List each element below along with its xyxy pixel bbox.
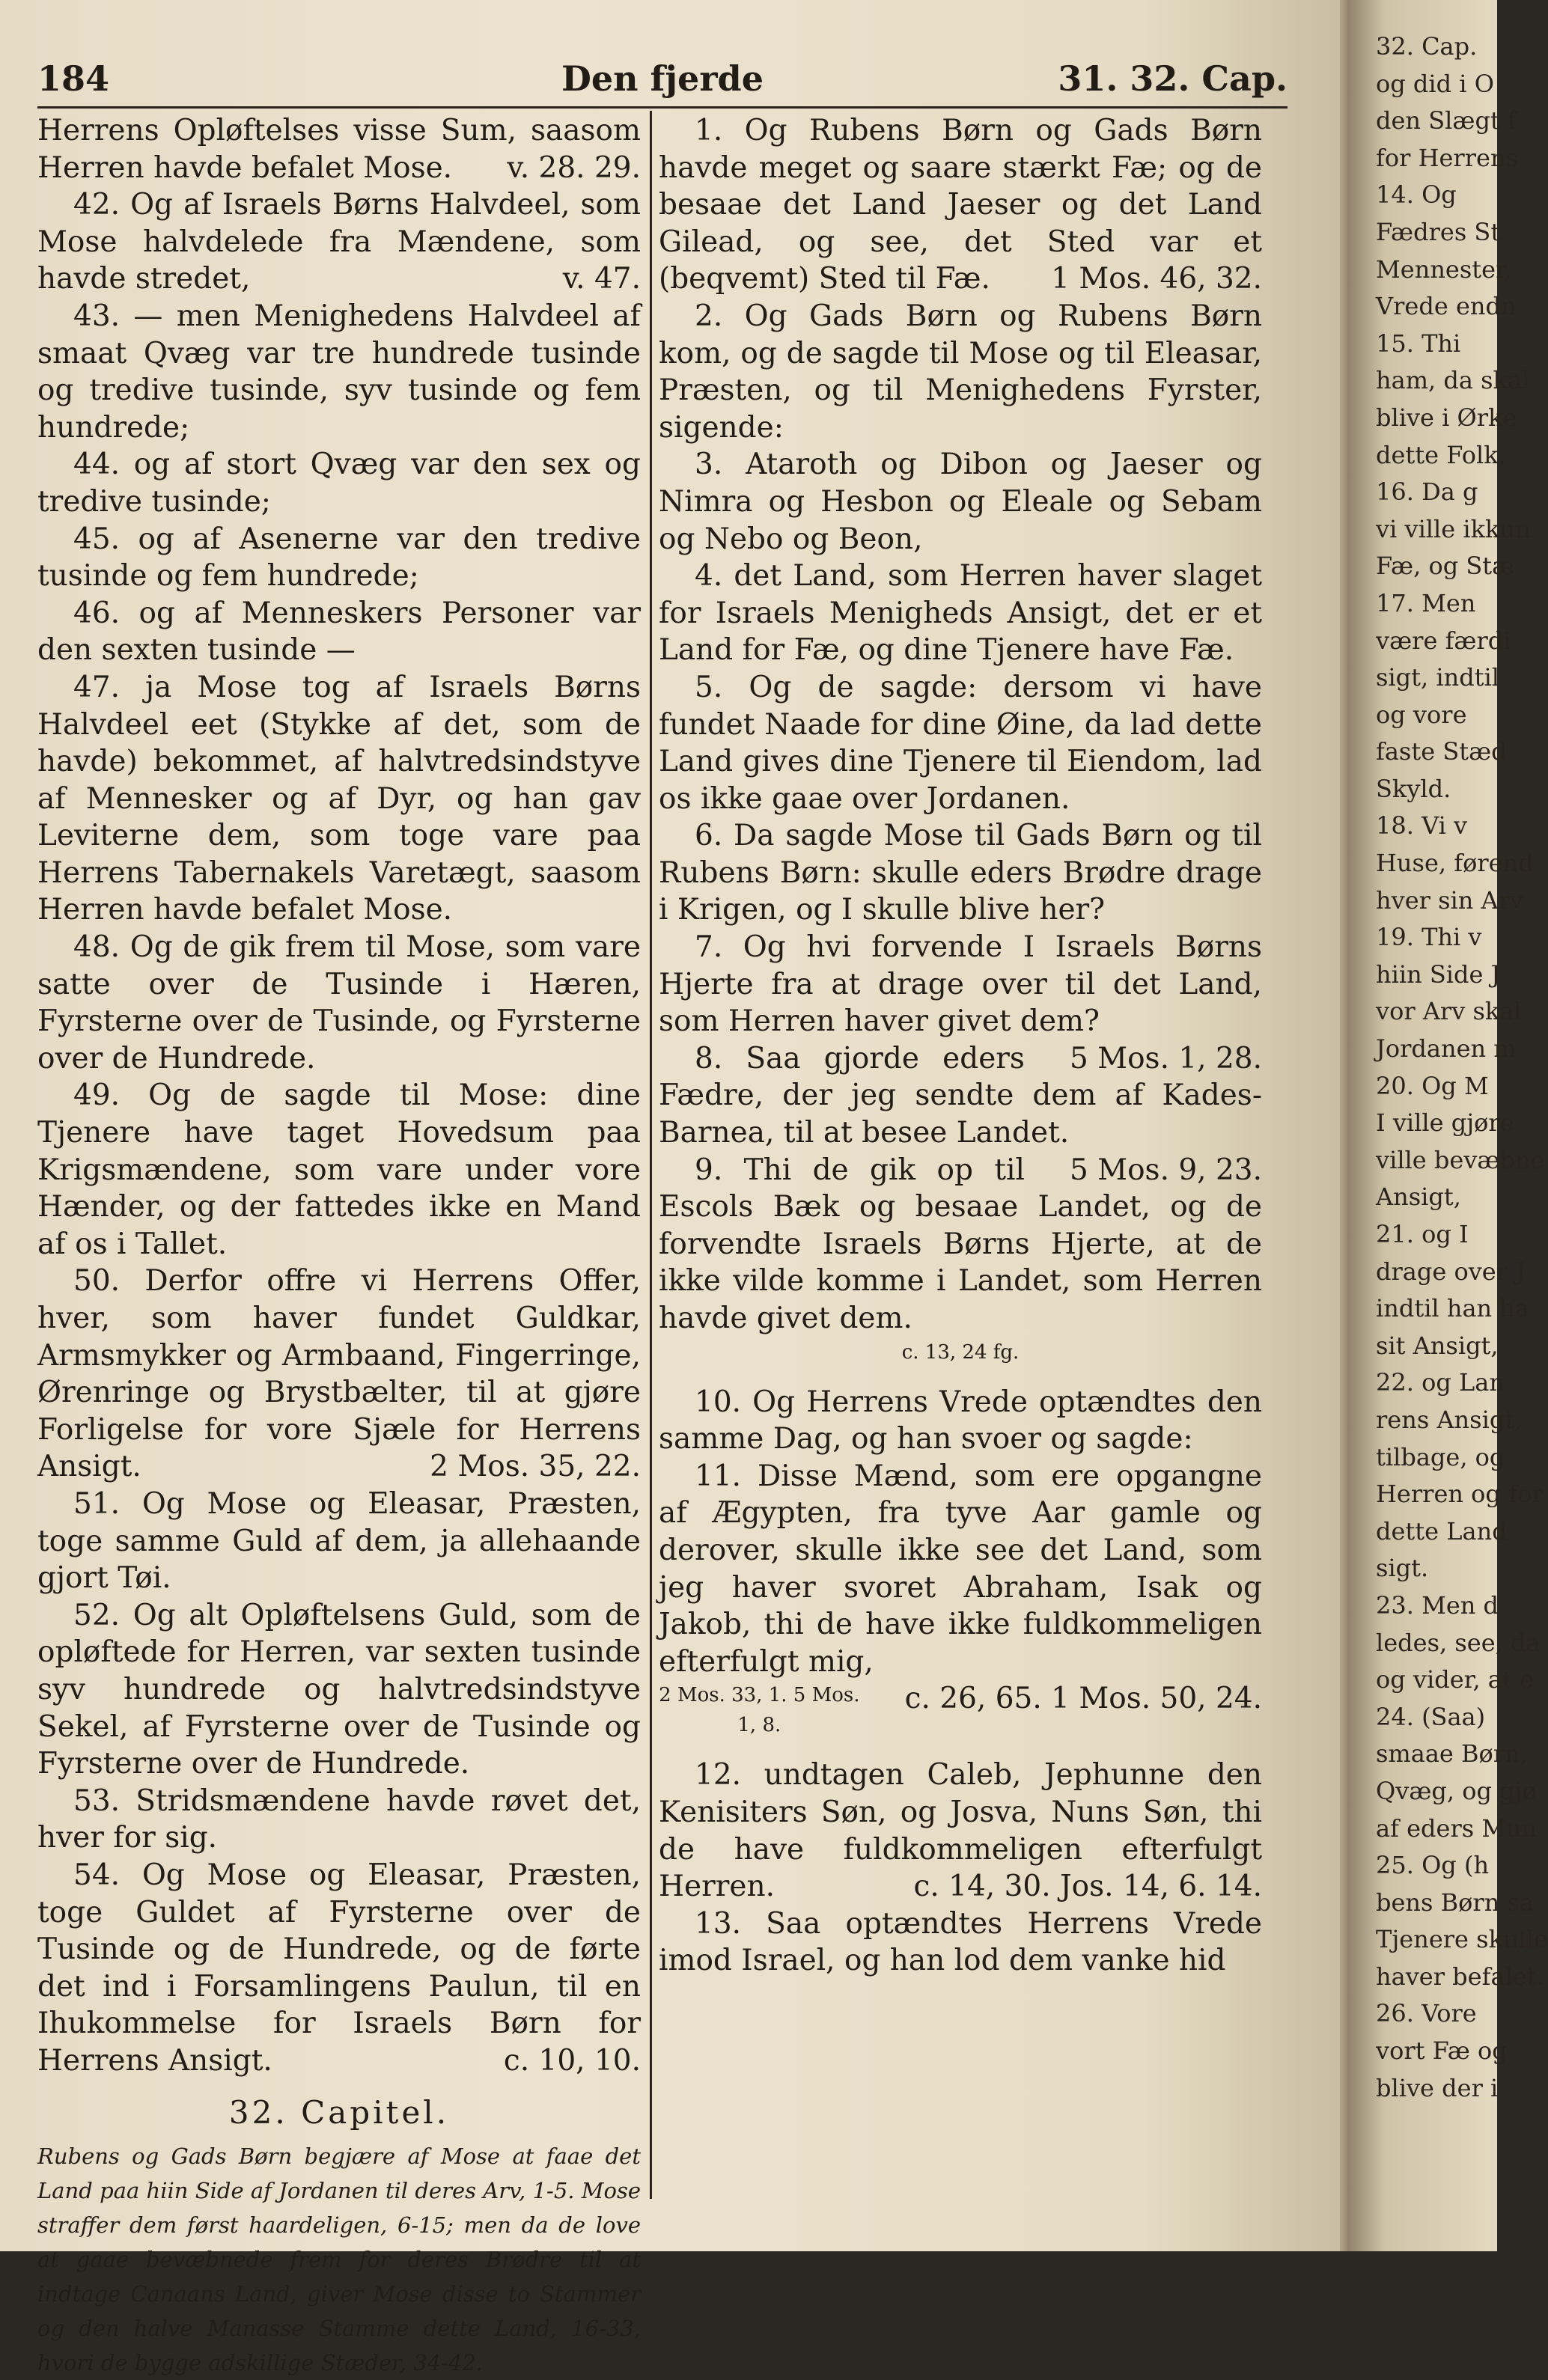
adjacent-page-line: Ansigt, bbox=[1376, 1183, 1461, 1212]
verse bbox=[37, 929, 641, 1077]
verse-text: 11. Disse Mænd, som ere opgangne af Ægypten, fra tyve Aar gamle og derover, skulle ikke see det Land, som jeg haver svoret Abraham, Isak og Jakob, thi de have ikke fuldkommeligen efterfulgt mig, bbox=[659, 1459, 1262, 1679]
adjacent-page-line: vi ville ikkun bbox=[1376, 514, 1531, 543]
verse bbox=[37, 669, 641, 929]
adjacent-page-line: 23. Men d bbox=[1376, 1590, 1499, 1620]
adjacent-page-line: ville bevæbne bbox=[1376, 1145, 1545, 1174]
cross-reference: 2 Mos. 33, 1. 5 Mos. 1, 8. bbox=[659, 1684, 860, 1737]
verse-text: 51. Og Mose og Eleasar, Præsten, toge samme Guld af dem, ja allehaande gjort Tøi. bbox=[37, 1486, 641, 1596]
adjacent-page-line: 15. Thi bbox=[1376, 329, 1461, 358]
adjacent-page-line: 25. Og (h bbox=[1376, 1851, 1490, 1880]
adjacent-page-line: ham, da skal bbox=[1376, 366, 1530, 395]
verse bbox=[659, 669, 1262, 817]
verse bbox=[659, 558, 1262, 669]
verse bbox=[37, 298, 641, 446]
verse bbox=[37, 595, 641, 669]
verse-text: 53. Stridsmændene havde røvet det, hver for sig. bbox=[37, 1784, 641, 1855]
verse-text: 13. Saa optændtes Herrens Vrede imod Israel, og han lod dem vanke hid bbox=[659, 1906, 1262, 1978]
verse-text: 3. Ataroth og Dibon og Jaeser og Nimra og Hesbon og Eleale og Sebam og Nebo og Beon, bbox=[659, 448, 1262, 556]
adjacent-page-line: Qvæg, og gjø bbox=[1376, 1776, 1537, 1805]
adjacent-page-line: Mennester, bbox=[1376, 254, 1513, 284]
adjacent-page-line: faste Stæd bbox=[1376, 737, 1507, 766]
adjacent-page-line: tilbage, og bbox=[1376, 1442, 1505, 1471]
verse-text: 9. Thi de gik op til Escols Bæk og besaae Landet, og de forvendte Israels Børns Hjerte, at de ikke vilde komme i Landet, som Herren havde givet dem. bbox=[659, 1153, 1262, 1335]
verse bbox=[659, 1757, 1262, 1905]
verse-text: 52. Og alt Opløftelsens Guld, som de opløftede for Herren, var sexten tusinde syv hundrede og halvtredsindstyve Sekel, af Fyrsterne over de Tusinde og Fyrsterne over de Hundrede. bbox=[37, 1598, 641, 1781]
adjacent-page-line: Skyld. bbox=[1376, 774, 1451, 803]
adjacent-page-line: og vider, at e bbox=[1376, 1665, 1534, 1694]
verse-text: 54. Og Mose og Eleasar, Præsten, toge Guldet af Fyrsterne over de Tusinde og de Hundrede, og de førte det ind i Forsamlingens Paulun, til en Ihukommelse for Israels Børn for Herrens Ansigt. bbox=[37, 1858, 641, 2078]
chapter-heading: 32. Capitel. bbox=[228, 2094, 450, 2132]
verse-cross-reference: 1 Mos. 46, 32. bbox=[1051, 262, 1262, 296]
verse-text: 12. undtagen Caleb, Jephunne den Kenisiters Søn, og Josva, Nuns Søn, thi de have fuldkommeligen efterfulgt Herren. bbox=[659, 1758, 1262, 1904]
adjacent-page-line: rens Ansigt, bbox=[1376, 1405, 1523, 1434]
adjacent-page-line: ledes, see, da bbox=[1376, 1628, 1541, 1657]
column-divider bbox=[650, 111, 652, 2199]
adjacent-page-line: dette Folk. bbox=[1376, 440, 1506, 469]
verse bbox=[659, 817, 1262, 929]
adjacent-page-line: sigt. bbox=[1376, 1554, 1429, 1583]
adjacent-page-line: Tjenere skulle bbox=[1376, 1925, 1548, 1954]
adjacent-page-line: Huse, førend bbox=[1376, 849, 1534, 878]
verse-text: 4. det Land, som Herren haver slaget for Israels Menigheds Ansigt, det er et Land for Fæ, og dine Tjenere have Fæ. bbox=[659, 559, 1262, 668]
verse bbox=[37, 521, 641, 595]
adjacent-page-line: 20. Og M bbox=[1376, 1071, 1489, 1100]
adjacent-page-line: Jordanen m bbox=[1376, 1034, 1517, 1064]
adjacent-page-line: 24. (Saa) bbox=[1376, 1702, 1486, 1731]
verse-cross-reference: 5 Mos. 1, 28. bbox=[1069, 1041, 1262, 1075]
adjacent-page-line: 26. Vore bbox=[1376, 1999, 1477, 2028]
adjacent-page-line: Herren og for bbox=[1376, 1480, 1544, 1509]
adjacent-page-line: indtil han ha bbox=[1376, 1294, 1529, 1323]
verse bbox=[37, 1077, 641, 1263]
adjacent-page-line: Fædres St bbox=[1376, 217, 1501, 246]
verse bbox=[37, 1486, 641, 1597]
adjacent-page-line: 17. Men bbox=[1376, 588, 1476, 617]
book-title: Den fjerde bbox=[561, 58, 764, 99]
verse-text: 47. ja Mose tog af Israels Børns Halvdeel eet (Stykke af det, som de havde) bekommet, af halvtredsindstyve af Mennesker og af Dyr, og han gav Leviterne dem, som toge vare paa Herrens Tabernakels Varetægt, saasom Herren havde befalet Mose. bbox=[37, 670, 641, 927]
adjacent-page-line: 21. og I bbox=[1376, 1220, 1469, 1248]
adjacent-page-line: dette Land bbox=[1376, 1516, 1508, 1546]
adjacent-page-line: drage over J bbox=[1376, 1257, 1526, 1286]
right-column bbox=[659, 112, 1262, 1980]
verse-text: 2. Og Gads Børn og Rubens Børn kom, og de sagde til Mose og til Eleasar, Præsten, og til Menighedens Fyrster, sigende: bbox=[659, 299, 1262, 445]
adjacent-page-line: for Herrens bbox=[1376, 143, 1518, 172]
page-number: 184 bbox=[37, 58, 110, 99]
chapter-summary: Rubens og Gads Børn begjære af Mose at faae det Land paa hiin Side af Jordanen til deres Arv, 1-5. Mose straffer dem først haardeligen, 6-15; men da de love at gaae bevæbnede frem for deres Brødre til at indtage Canaans Land, giver Mose disse to Stammer og den halve Manasse Stamme dette Land, 16-33, hvori de bygge adskillige Stæder, 34-42. bbox=[37, 2143, 641, 2376]
verse-cross-reference: c. 14, 30. Jos. 14, 6. 14. bbox=[913, 1870, 1262, 1904]
verse-text: 6. Da sagde Mose til Gads Børn og til Rubens Børn: skulle eders Brødre drage i Krigen, og I skulle blive her? bbox=[659, 819, 1262, 927]
verse-cross-reference: 5 Mos. 9, 23. bbox=[1069, 1153, 1262, 1187]
adjacent-page-line: vort Fæ og bbox=[1376, 2036, 1508, 2066]
verse bbox=[37, 186, 641, 298]
verse bbox=[37, 112, 641, 186]
verse-text: 44. og af stort Qvæg var den sex og tredive tusinde; bbox=[37, 448, 641, 519]
adjacent-page-line: 14. Og bbox=[1376, 180, 1457, 210]
verse bbox=[659, 112, 1262, 298]
adjacent-page-line: I ville gjøre bbox=[1376, 1108, 1514, 1138]
verse-text: 43. — men Menighedens Halvdeel af smaat Qvæg var tre hundrede tusinde og tredive tusinde, syv tusinde og fem hundrede; bbox=[37, 299, 641, 445]
verse-cross-reference: c. 10, 10. bbox=[503, 2043, 641, 2078]
adjacent-page-line: den Slægt f bbox=[1376, 106, 1517, 135]
verse bbox=[37, 1783, 641, 1857]
verse bbox=[37, 446, 641, 520]
adjacent-page-line: hiin Side J bbox=[1376, 959, 1501, 989]
verse bbox=[37, 1857, 641, 2080]
adjacent-page bbox=[1347, 0, 1548, 2251]
verse-cross-reference: 2 Mos. 35, 22. bbox=[430, 1450, 641, 1484]
verse-text: 1. Og Rubens Børn og Gads Børn havde meget og saare stærkt Fæ; og de besaae det Land Jaeser og det Land Gilead, og see, det Sted var et (beqvemt) Sted til Fæ. bbox=[659, 114, 1262, 296]
verse-text: 48. Og de gik frem til Mose, som vare satte over de Tusinde i Hæren, Fyrsterne over de Tusinde, og Fyrsterne over de Hundrede. bbox=[37, 930, 641, 1075]
adjacent-page-line: Fæ, og Stæ bbox=[1376, 552, 1515, 581]
header-rule bbox=[37, 106, 1288, 109]
verse bbox=[659, 298, 1262, 446]
adjacent-page-line: og did i O bbox=[1376, 69, 1494, 98]
adjacent-page-line: 22. og Lan bbox=[1376, 1368, 1505, 1397]
verse-text: 49. Og de sagde til Mose: dine Tjenere have taget Hovedsum paa Krigsmændene, som vare under vore Hænder, og der fattedes ikke en Mand af os i Tallet. bbox=[37, 1078, 641, 1261]
adjacent-page-line: Vrede endn bbox=[1376, 292, 1517, 321]
adjacent-page-line: sit Ansigt, bbox=[1376, 1331, 1499, 1360]
adjacent-page-line: haver befalet. bbox=[1376, 1962, 1544, 1991]
adjacent-page-line: 32. Cap. bbox=[1376, 32, 1478, 61]
adjacent-page-line: 19. Thi v bbox=[1376, 923, 1482, 952]
adjacent-page-line: blive i Ørke bbox=[1376, 403, 1517, 432]
adjacent-page-line: og vore bbox=[1376, 700, 1467, 729]
verse-text: 50. Derfor offre vi Herrens Offer, hver, som haver fundet Guldkar, Armsmykker og Armbaand, Fingerringe, Ørenringe og Brystbælter, til at gjøre Forligelse for vore Sjæle for Herrens Ansigt. bbox=[37, 1264, 641, 1484]
adjacent-page-line: smaae Børn, bbox=[1376, 1739, 1528, 1769]
adjacent-page-line: blive der i bbox=[1376, 2073, 1499, 2102]
adjacent-page-line: vor Arv skal bbox=[1376, 997, 1522, 1026]
adjacent-page-line: hver sin Arv bbox=[1376, 885, 1524, 915]
left-column bbox=[37, 112, 641, 2380]
verse bbox=[37, 1263, 641, 1486]
verse-cross-reference: c. 26, 65. 1 Mos. 50, 24. bbox=[904, 1682, 1262, 1716]
verse-text: 42. Og af Israels Børns Halvdeel, som Mose halvdelede fra Mændene, som havde stredet, bbox=[37, 188, 641, 296]
verse bbox=[659, 1905, 1262, 1980]
adjacent-page-line: være færdi bbox=[1376, 626, 1511, 655]
adjacent-page-line: bens Børn sa bbox=[1376, 1888, 1534, 1917]
verse-cross-reference: v. 28. 29. bbox=[507, 150, 641, 185]
page-header bbox=[37, 58, 1288, 103]
verse-text: 5. Og de sagde: dersom vi have fundet Naade for dine Øine, da lad dette Land gives dine Tjenere til Eiendom, lad os ikke gaae over Jordanen. bbox=[659, 670, 1262, 816]
adjacent-page-line: 18. Vi v bbox=[1376, 811, 1468, 840]
verse-text: 45. og af Asenerne var den tredive tusinde og fem hundrede; bbox=[37, 522, 641, 594]
verse-text: 7. Og hvi forvende I Israels Børns Hjerte fra at drage over til det Land, som Herren haver givet dem? bbox=[659, 930, 1262, 1039]
verse bbox=[659, 1384, 1262, 1458]
verse bbox=[659, 929, 1262, 1075]
verse-text: 46. og af Menneskers Personer var den sexten tusinde — bbox=[37, 596, 641, 668]
chapter-reference: 31. 32. Cap. bbox=[1058, 58, 1288, 99]
verse bbox=[659, 446, 1262, 558]
verse-text: 10. Og Herrens Vrede optændtes den samme Dag, og han svoer og sagde: bbox=[659, 1385, 1262, 1456]
adjacent-page-line: sigt, indtil bbox=[1376, 663, 1499, 692]
adjacent-page-line: af eders Mun bbox=[1376, 1813, 1538, 1843]
verse-text: 8. Saa gjorde eders Fædre, der jeg sendte dem af Kades-Barnea, til at besee Landet. bbox=[659, 1041, 1262, 1150]
verse bbox=[37, 1597, 641, 1783]
verse-cross-reference: v. 47. bbox=[562, 262, 641, 296]
verse-text: Herrens Opløftelses visse Sum, saasom Herren havde befalet Mose. bbox=[37, 114, 641, 185]
adjacent-page-line: 16. Da g bbox=[1376, 477, 1478, 507]
cross-reference: c. 13, 24 fg. bbox=[901, 1340, 1020, 1364]
